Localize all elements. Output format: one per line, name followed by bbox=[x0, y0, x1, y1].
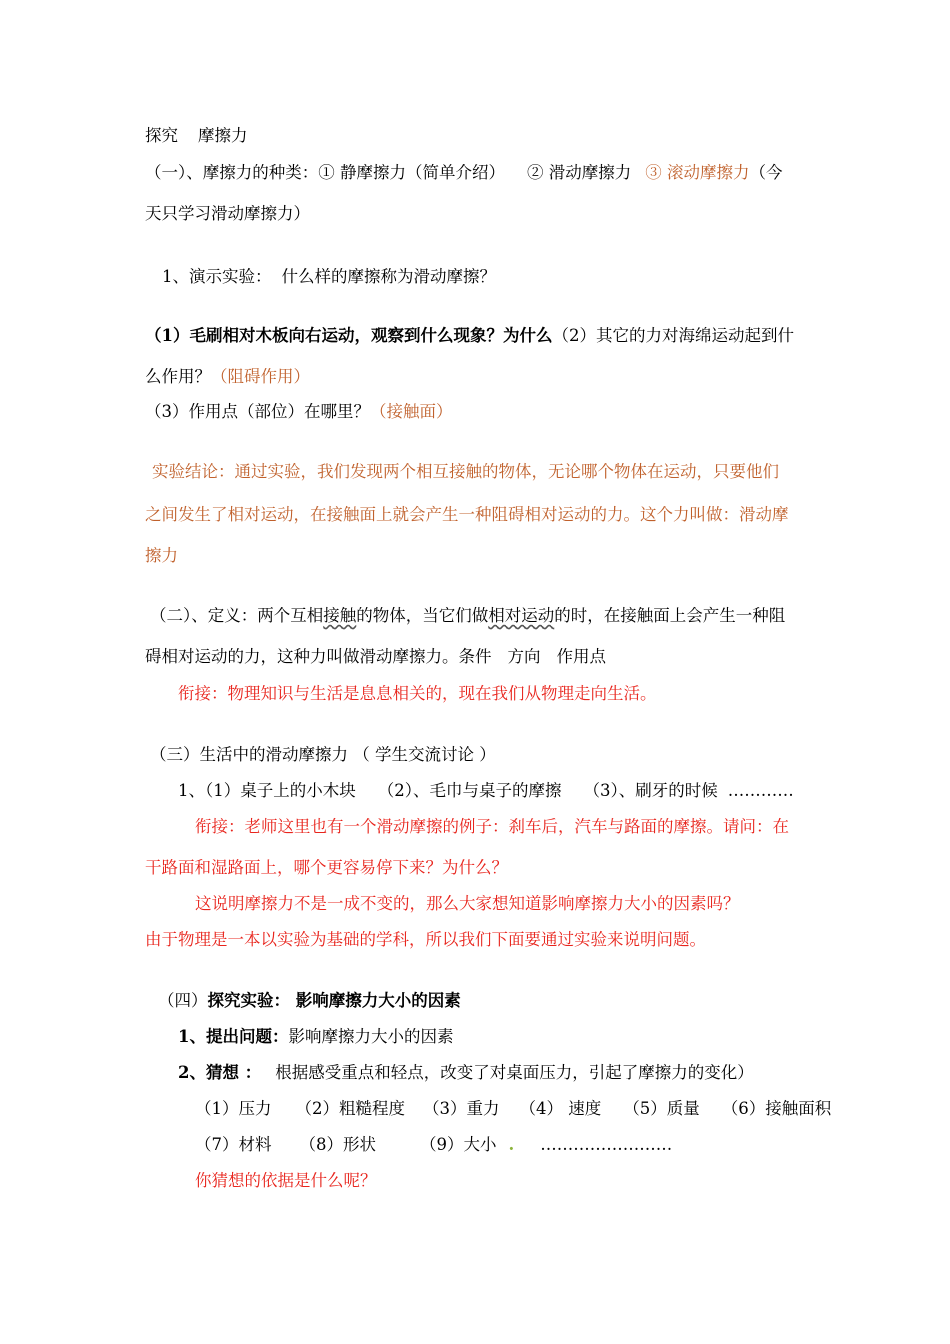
life-section-title: （三）生活中的滑动摩擦力 （ 学生交流讨论 ） bbox=[150, 745, 496, 764]
experiment-title: （四）探究实验： 影响摩擦力大小的因素 bbox=[158, 991, 461, 1010]
definition-line-2: 碍相对运动的力，这种力叫做滑动摩擦力。条件 方向 作用点 bbox=[145, 647, 606, 666]
experiment-hypothesis: 2、猜想 ： 根据感受重点和轻点，改变了对桌面压力，引起了摩擦力的变化） bbox=[178, 1063, 754, 1082]
guess-list-line-1: （1）压力 （2）粗糙程度 （3）重力 （4） 速度 （5）质量 （6）接触面积 bbox=[195, 1099, 832, 1118]
transition-note-1: 衔接：物理知识与生活是息息相关的，现在我们从物理走向生活。 bbox=[178, 684, 657, 703]
life-examples: 1、（1）桌子上的小木块 （2）、毛巾与桌子的摩擦 （3）、刷牙的时候 ………… bbox=[178, 781, 794, 800]
friction-types-line-1: （一）、摩擦力的种类：① 静摩擦力（简单介绍） ② 滑动摩擦力 ③ 滚动摩擦力（今 bbox=[145, 163, 783, 182]
friction-types-line-2: 天只学习滑动摩擦力） bbox=[145, 204, 310, 223]
question-1-2: （1）毛刷相对木板向右运动，观察到什么现象？为什么（2）其它的力对海绵运动起到什 bbox=[145, 326, 794, 345]
conclusion-line-3: 擦力 bbox=[145, 546, 178, 565]
definition-line-1: （二）、定义：两个互相接触的物体，当它们做相对运动的时，在接触面上会产生一种阻 bbox=[150, 606, 786, 625]
transition-note-2-line-2: 干路面和湿路面上，哪个更容易停下来？为什么？ bbox=[145, 858, 508, 877]
transition-note-4: 由于物理是一本以实验为基础的学科，所以我们下面要通过实验来说明问题。 bbox=[145, 930, 706, 949]
experiment-question: 1、提出问题：影响摩擦力大小的因素 bbox=[178, 1027, 454, 1046]
question-3: （3）作用点（部位）在哪里？（接触面） bbox=[145, 402, 453, 421]
green-dot-mark: . bbox=[508, 1135, 515, 1154]
transition-note-2-line-1: 衔接：老师这里也有一个滑动摩擦的例子：刹车后，汽车与路面的摩擦。请问：在 bbox=[195, 817, 789, 836]
page-title: 探究 摩擦力 bbox=[145, 126, 248, 145]
conclusion-line-1: 实验结论：通过实验，我们发现两个相互接触的物体，无论哪个物体在运动，只要他们 bbox=[152, 462, 779, 481]
guess-basis-question: 你猜想的依据是什么呢？ bbox=[195, 1171, 377, 1190]
conclusion-line-2: 之间发生了相对运动，在接触面上就会产生一种阻碍相对运动的力。这个力叫做：滑动摩 bbox=[145, 505, 789, 524]
demo-experiment: 1、演示实验： 什么样的摩擦称为滑动摩擦？ bbox=[162, 267, 496, 286]
question-2-cont: 么作用？（阻碍作用） bbox=[145, 367, 310, 386]
transition-note-3: 这说明摩擦力不是一成不变的，那么大家想知道影响摩擦力大小的因素吗？ bbox=[195, 894, 740, 913]
guess-list-line-2: （7）材料 （8）形状 （9）大小 . …………………… bbox=[195, 1135, 673, 1154]
